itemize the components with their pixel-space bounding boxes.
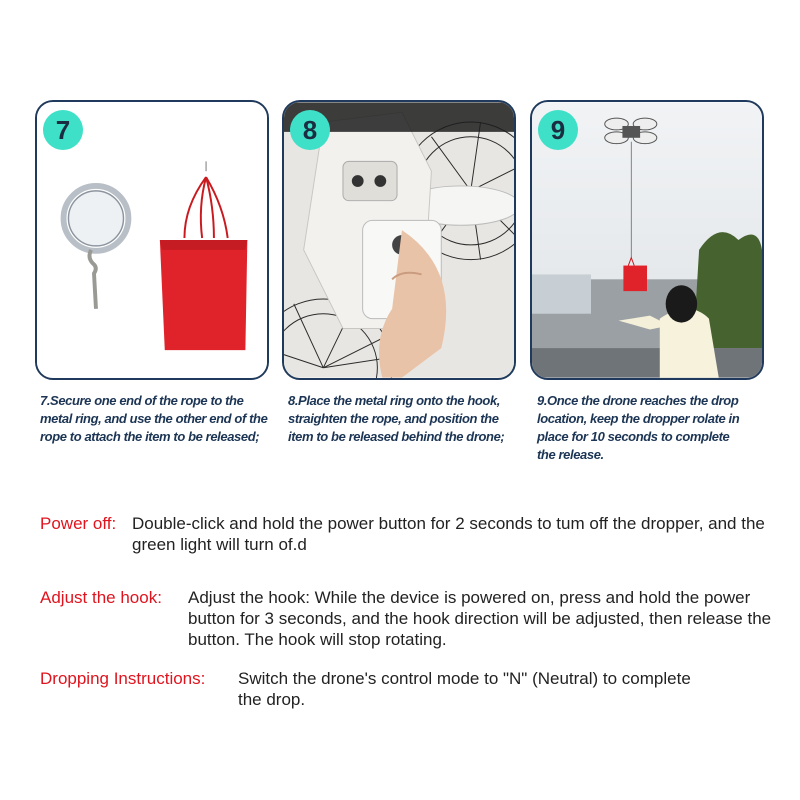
step-9-card	[530, 100, 764, 380]
step-7-badge: 7	[43, 110, 83, 150]
adjust-hook-text: Adjust the hook: While the device is powered on, press and hold the power button for 3 seconds, and the hook direction will be adjusted, then release the button. The hook will stop rotating.	[188, 588, 772, 649]
adjust-hook-label: Adjust the hook:	[40, 588, 162, 607]
power-off-label: Power off:	[40, 514, 117, 533]
power-off-text: Double-click and hold the power button for 2 seconds to tum off the dropper, and the green light will turn of.d	[132, 514, 765, 554]
dropping-label: Dropping Instructions:	[40, 669, 206, 688]
dropping-text: Switch the drone's control mode to "N" (Neutral) to complete the drop.	[238, 669, 691, 709]
step-7-caption: 7.Secure one end of the rope to the metal ring, and use the other end of the rope to attach the item to be released;	[40, 393, 268, 444]
step-9-badge: 9	[538, 110, 578, 150]
step-8-card	[282, 100, 516, 380]
step-8-badge: 8	[290, 110, 330, 150]
step-9-caption: 9.Once the drone reaches the drop location, keep the dropper rolate in place for 10 seconds to complete the release.	[537, 393, 740, 462]
step-7-card	[35, 100, 269, 380]
step-8-caption: 8.Place the metal ring onto the hook, straighten the rope, and position the item to be released behind the drone;	[288, 393, 505, 444]
